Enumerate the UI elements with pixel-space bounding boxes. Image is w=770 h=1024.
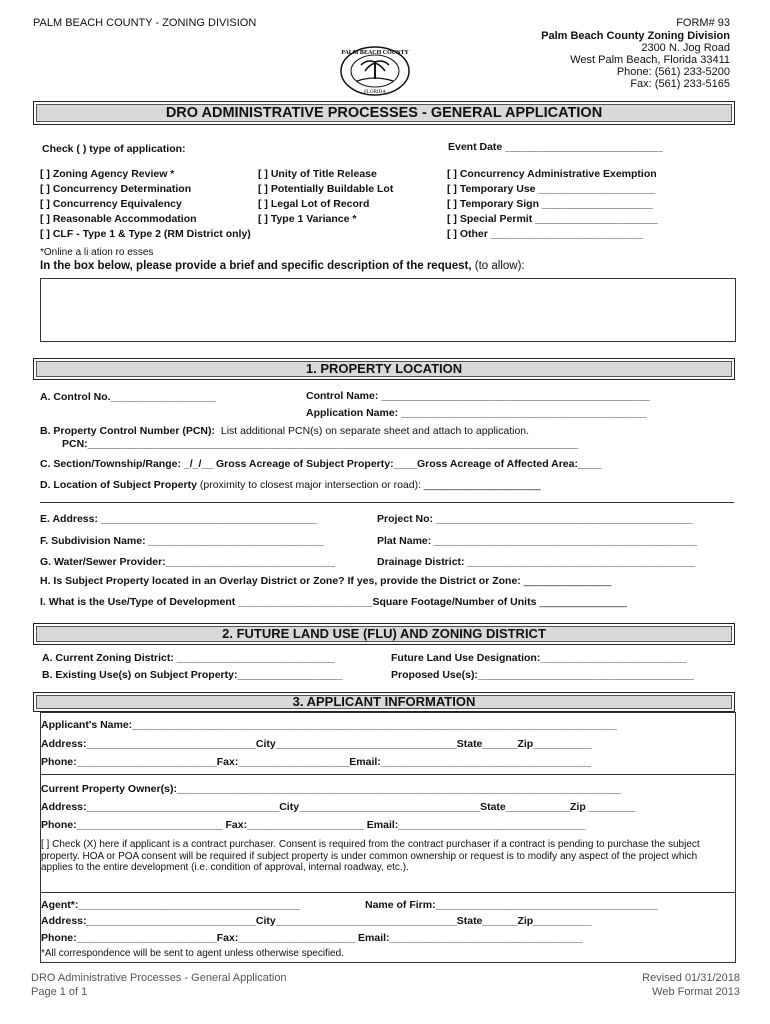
app-type-clf[interactable]: [ ] CLF - Type 1 & Type 2 (RM District only) bbox=[40, 228, 251, 240]
overlay-field[interactable]: _______________ bbox=[523, 575, 612, 587]
app-type-other[interactable]: [ ] Other __________________________ bbox=[447, 228, 643, 240]
location-note: (proximity to closest major intersection or road): ____________________ bbox=[199, 479, 541, 491]
app-type-concurrency-equivalency[interactable]: [ ] Concurrency Equivalency bbox=[40, 198, 182, 210]
app-type-reasonable-accommodation[interactable]: [ ] Reasonable Accommodation bbox=[40, 213, 197, 225]
pcn-field[interactable]: PCN:____________________________________________________________________________________ bbox=[62, 438, 579, 450]
app-type-unity-of-title[interactable]: [ ] Unity of Title Release bbox=[258, 168, 377, 180]
office-fax: Fax: (561) 233-5165 bbox=[630, 78, 730, 90]
applicant-address-field[interactable]: Address:_____________________________City_______________________________State______Zip__________ bbox=[41, 738, 592, 750]
project-number-field[interactable]: Project No: ____________________________________________ bbox=[377, 513, 693, 525]
agent-field[interactable]: Agent*:______________________________________ bbox=[41, 899, 301, 911]
agent-correspondence-note: *All correspondence will be sent to agent unless otherwise specified. bbox=[41, 948, 344, 959]
form-title: DRO ADMINISTRATIVE PROCESSES - GENERAL APPLICATION bbox=[33, 101, 735, 125]
footer-revised-date: Revised 01/31/2018 bbox=[642, 972, 740, 984]
owner-address-field[interactable]: Address:_________________________________City_______________________________State___________Zip ________ bbox=[41, 801, 636, 813]
request-prompt-text: In the box below, please provide a brief and specific description of the request, bbox=[40, 260, 472, 272]
office-name: Palm Beach County Zoning Division bbox=[541, 30, 730, 42]
app-type-zoning-agency-review[interactable]: [ ] Zoning Agency Review * bbox=[40, 168, 175, 180]
drainage-district-field[interactable]: Drainage District: _______________________________________ bbox=[377, 556, 696, 568]
office-street: 2300 N. Jog Road bbox=[641, 42, 730, 54]
square-footage-field[interactable]: _______________ bbox=[539, 596, 627, 608]
request-description-box[interactable] bbox=[40, 278, 736, 342]
pcn-label: B. Property Control Number (PCN): bbox=[40, 425, 216, 437]
office-phone: Phone: (561) 233-5200 bbox=[616, 66, 730, 78]
address-field[interactable]: E. Address: _____________________________________ bbox=[40, 513, 317, 525]
agency-name: PALM BEACH COUNTY - ZONING DIVISION bbox=[33, 17, 257, 29]
proposed-uses-field[interactable]: Proposed Use(s):_____________________________________ bbox=[391, 669, 694, 681]
control-number-field[interactable]: A. Control No.__________________ bbox=[40, 391, 216, 403]
app-type-temporary-use[interactable]: [ ] Temporary Use ____________________ bbox=[447, 183, 656, 195]
overlay-row bbox=[40, 575, 611, 587]
office-city: West Palm Beach, Florida 33411 bbox=[570, 54, 730, 66]
use-type-field[interactable]: I. What is the Use/Type of Development _______________________Square Footage/Number of Units bbox=[40, 596, 537, 608]
app-type-legal-lot[interactable]: [ ] Legal Lot of Record bbox=[258, 198, 370, 210]
existing-uses-field[interactable]: B. Existing Use(s) on Subject Property:__________________ bbox=[42, 669, 343, 681]
agent-phone-field[interactable]: Phone:________________________Fax:____________________ Email:_________________________________ bbox=[41, 932, 583, 944]
owner-phone-field[interactable]: Phone:_________________________ Fax:____________________ Email:________________________________ bbox=[41, 819, 586, 831]
contract-purchaser-checkbox[interactable]: [ ] Check (X) here if applicant is a contract purchaser. Consent is required from the contract purchaser if a contract is pending to purchase the subject property. HOA or POA consent will be required if subject property is under common ownership or request is to modify any aspect of the project which applies to the entire development (i.e. condition of approval, internal roadway, etc.). bbox=[41, 839, 700, 873]
use-type-row bbox=[40, 596, 627, 608]
water-sewer-provider-field[interactable]: G. Water/Sewer Provider:_____________________________ bbox=[40, 556, 335, 568]
section-3-title: 3. APPLICANT INFORMATION bbox=[33, 692, 735, 712]
agent-address-field[interactable]: Address:_____________________________City_______________________________State______Zip__________ bbox=[41, 915, 592, 927]
footer-page-number: Page 1 of 1 bbox=[31, 986, 88, 998]
app-type-type1-variance[interactable]: [ ] Type 1 Variance * bbox=[258, 213, 357, 225]
pcn-row bbox=[40, 425, 529, 437]
current-zoning-field[interactable]: A. Current Zoning District: ___________________________ bbox=[42, 652, 335, 664]
seal-top-text: PALM BEACH COUNTY bbox=[341, 50, 409, 56]
location-row bbox=[40, 479, 541, 491]
app-type-concurrency-determination[interactable]: [ ] Concurrency Determination bbox=[40, 183, 192, 195]
plat-name-field[interactable]: Plat Name: _____________________________________________ bbox=[377, 535, 697, 547]
subdivision-name-field[interactable]: F. Subdivision Name: ______________________________ bbox=[40, 535, 324, 547]
agent-box bbox=[40, 893, 736, 963]
event-date-field[interactable]: Event Date ___________________________ bbox=[448, 141, 663, 153]
form-number: FORM# 93 bbox=[676, 17, 730, 29]
applicant-box bbox=[40, 712, 736, 775]
applicant-phone-field[interactable]: Phone:________________________Fax:___________________Email:____________________________________ bbox=[41, 756, 592, 768]
pcn-note: List additional PCN(s) on separate sheet and attach to application. bbox=[220, 425, 530, 437]
app-type-temporary-sign[interactable]: [ ] Temporary Sign ___________________ bbox=[447, 198, 653, 210]
future-land-use-field[interactable]: Future Land Use Designation:_________________________ bbox=[391, 652, 687, 664]
location-line[interactable] bbox=[40, 502, 734, 503]
seal-bottom-text: FLORIDA bbox=[364, 90, 386, 95]
app-type-buildable-lot[interactable]: [ ] Potentially Buildable Lot bbox=[258, 183, 394, 195]
control-name-field[interactable]: Control Name: ______________________________________________ bbox=[306, 390, 650, 402]
request-prompt-suffix: (to allow): bbox=[474, 260, 525, 272]
online-note: *Online a li ation ro esses bbox=[40, 247, 154, 258]
footer-form-name: DRO Administrative Processes - General Application bbox=[31, 972, 287, 984]
section-1-title: 1. PROPERTY LOCATION bbox=[33, 358, 735, 380]
section-2-title: 2. FUTURE LAND USE (FLU) AND ZONING DISTRICT bbox=[33, 623, 735, 645]
application-name-field[interactable]: Application Name: __________________________________________ bbox=[306, 407, 647, 419]
app-type-concurrency-exemption[interactable]: [ ] Concurrency Administrative Exemption bbox=[447, 168, 657, 180]
applicant-name-field[interactable]: Applicant's Name:___________________________________________________________________________________ bbox=[41, 719, 617, 731]
check-type-label: Check ( ) type of application: bbox=[42, 143, 186, 155]
footer-web-format: Web Format 2013 bbox=[652, 986, 740, 998]
location-label: D. Location of Subject Property bbox=[40, 479, 197, 491]
property-owner-field[interactable]: Current Property Owner(s):____________________________________________________________________________ bbox=[41, 783, 621, 795]
owner-box bbox=[40, 775, 736, 893]
overlay-question: H. Is Subject Property located in an Overlay District or Zone? If yes, provide the District or Zone: bbox=[40, 575, 521, 587]
county-seal-logo bbox=[339, 45, 411, 97]
firm-name-field[interactable]: Name of Firm:______________________________________ bbox=[365, 899, 658, 911]
app-type-special-permit[interactable]: [ ] Special Permit _____________________ bbox=[447, 213, 658, 225]
section-township-range-field[interactable]: C. Section/Township/Range: _/_/__ Gross Acreage of Subject Property:____Gross Acreage of Affected Area:____ bbox=[40, 458, 602, 470]
request-prompt bbox=[40, 260, 525, 272]
